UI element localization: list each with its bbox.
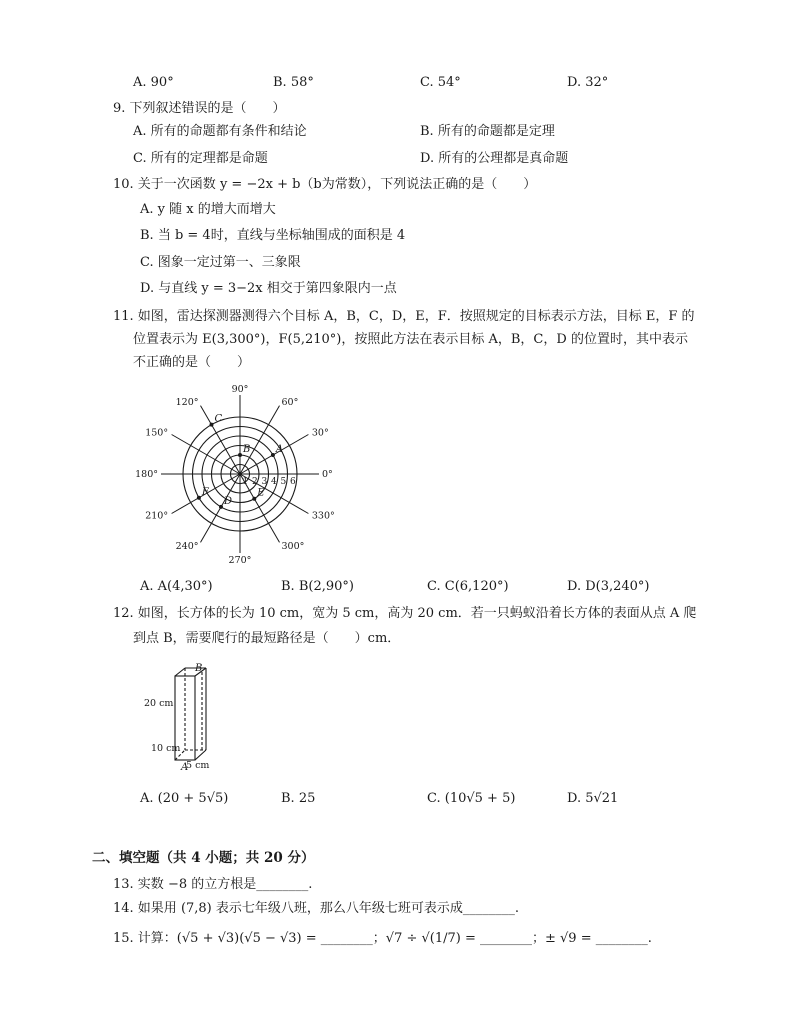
q10-option-d: D. 与直线 y = 3−2x 相交于第四象限内一点 xyxy=(140,281,397,296)
radar-angle-label-120: 120° xyxy=(175,397,199,409)
q11-option-d: D. D(3,240°) xyxy=(567,579,650,594)
q12-option-a: A. (20 + 5√5) xyxy=(140,791,229,806)
q12-option-d: D. 5√21 xyxy=(567,791,619,806)
q8-option-d: D. 32° xyxy=(567,75,609,90)
cuboid-figure xyxy=(140,660,230,772)
radar-point-e xyxy=(252,497,256,501)
q10-option-a: A. y 随 x 的增大而增大 xyxy=(140,202,276,217)
radar-point-label-e: E xyxy=(257,487,265,499)
q8-option-c: C. 54° xyxy=(420,75,461,90)
radar-point-c xyxy=(210,423,214,427)
section-title: 二、填空题（共 4 小题；共 20 分） xyxy=(92,850,315,866)
radar-angle-label-300: 300° xyxy=(281,540,305,552)
q12-option-b: B. 25 xyxy=(281,791,316,806)
radar-angle-label-240: 240° xyxy=(175,540,199,552)
radar-angle-label-0: 0° xyxy=(322,469,333,480)
q11-line1: 11. 如图，雷达探测器测得六个目标 A，B，C，D，E，F．按照规定的目标表示方法，目标 E，F 的 xyxy=(113,309,695,324)
q9-option-d: D. 所有的公理都是真命题 xyxy=(420,151,569,166)
radar-point-label-a: A xyxy=(275,444,284,455)
q9-stem: 9. 下列叙述错误的是（ ） xyxy=(113,101,286,116)
q12-line2: 到点 B，需要爬行的最短路径是（ ）cm． xyxy=(133,631,401,646)
cuboid-label-width: 5 cm xyxy=(186,760,210,771)
radar-angle-label-150: 150° xyxy=(145,427,169,439)
radar-point-label-c: C xyxy=(214,413,223,425)
q14-text: 14. 如果用 (7,8) 表示七年级八班，那么八年级七班可表示成________. xyxy=(113,901,520,916)
cuboid-label-b: B xyxy=(195,663,203,674)
q12-line1: 12. 如图，长方体的长为 10 cm，宽为 5 cm，高为 20 cm．若一只蚂蚁沿着长方体的表面从点 A 爬 xyxy=(113,606,697,621)
q11-line3: 不正确的是（ ） xyxy=(133,355,251,370)
q11-line2: 位置表示为 E(3,300°)，F(5,210°)，按照此方法在表示目标 A，B，C，D 的位置时，其中表示 xyxy=(133,332,688,347)
q12-option-c: C. (10√5 + 5) xyxy=(427,791,516,806)
q9-option-c: C. 所有的定理都是命题 xyxy=(133,151,268,166)
radar-ring-label-1: 1 xyxy=(242,477,249,487)
q10-option-c: C. 图象一定过第一、三象限 xyxy=(140,255,301,270)
radar-point-d xyxy=(219,505,223,509)
q9-option-b: B. 所有的命题都是定理 xyxy=(420,124,555,139)
q13-text: 13. 实数 −8 的立方根是________. xyxy=(113,877,313,892)
radar-angle-label-210: 210° xyxy=(145,510,169,522)
radar-ring-label-4: 4 xyxy=(271,477,277,487)
radar-point-label-f: F xyxy=(201,486,209,498)
radar-angle-label-60: 60° xyxy=(281,397,299,409)
radar-point-a xyxy=(271,453,275,457)
q11-option-a: A. A(4,30°) xyxy=(140,579,213,594)
radar-angle-label-180: 180° xyxy=(135,469,158,480)
q10-stem: 10. 关于一次函数 y = −2x + b（b为常数），下列说法正确的是（ ） xyxy=(113,177,537,192)
q11-option-c: C. C(6,120°) xyxy=(427,579,509,594)
radar-angle-label-330: 330° xyxy=(311,510,335,522)
q8-option-a: A. 90° xyxy=(133,75,174,90)
radar-point-label-b: B xyxy=(243,444,251,455)
radar-ring-label-3: 3 xyxy=(261,477,268,487)
radar-figure xyxy=(135,382,340,566)
q15-text: 15. 计算：(√5 + √3)(√5 − √3) = ________；√7 ÷ √(1/7) = ________；± √9 = ________. xyxy=(113,931,652,946)
radar-angle-label-90: 90° xyxy=(231,384,249,395)
radar-ring-label-2: 2 xyxy=(252,477,258,487)
q8-option-b: B. 58° xyxy=(273,75,314,90)
cuboid-label-height: 20 cm xyxy=(144,698,174,709)
q10-option-b: B. 当 b = 4时，直线与坐标轴围成的面积是 4 xyxy=(140,228,406,243)
radar-point-b xyxy=(238,453,242,457)
radar-ring-label-6: 6 xyxy=(290,477,296,487)
radar-angle-label-270: 270° xyxy=(228,555,252,566)
radar-angle-label-30: 30° xyxy=(311,427,329,439)
radar-ring-label-5: 5 xyxy=(280,477,287,487)
radar-point-label-d: D xyxy=(224,495,233,507)
cuboid-label-length: 10 cm xyxy=(151,743,181,754)
radar-point-f xyxy=(197,496,201,500)
q9-option-a: A. 所有的命题都有条件和结论 xyxy=(133,124,307,139)
cuboid-label-a: A xyxy=(181,762,189,773)
q11-option-b: B. B(2,90°) xyxy=(281,579,354,594)
